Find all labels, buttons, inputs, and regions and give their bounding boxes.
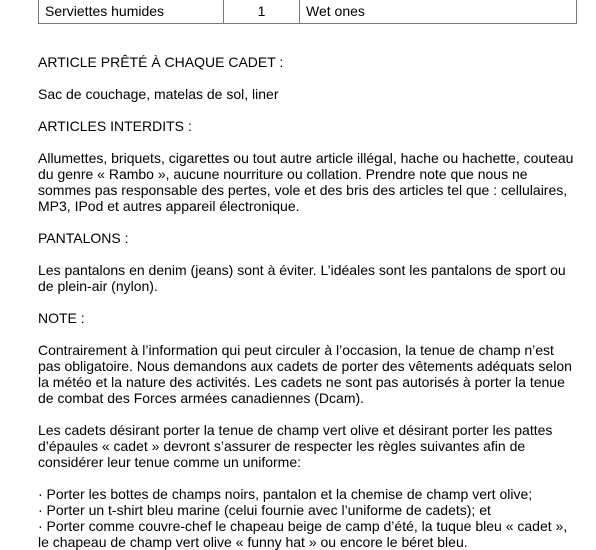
table-row <box>39 0 577 24</box>
uniform-rule: · Porter un t-shirt bleu marine (celui fournie avec l’uniforme de cadets); et <box>38 502 491 518</box>
note-paragraph-2: Les cadets désirant porter la tenue de champ vert olive et désirant porter les pattes d’épaules « cadet » devront s’assurer de respecter les règles suivantes afin de considérer leur tenue comme un uniforme: <box>38 422 553 470</box>
forbidden-items-heading: ARTICLES INTERDITS : <box>38 118 192 134</box>
uniform-rule: · Porter comme couvre-chef le chapeau beige de camp d’été, la tuque bleu « cadet », le chapeau de champ vert olive « funny hat » ou encore le béret bleu. <box>38 518 568 550</box>
lent-items-heading: ARTICLE PRÊTÉ À CHAQUE CADET : <box>38 54 284 70</box>
note-paragraph-1: Contrairement à l’information qui peut circuler à l’occasion, la tenue de champ n’est pas obligatoire. Nous demandons aux cadets de porter des vêtements adéquats selon la météo et la nature des activités. Les cadets ne sont pas autorisés à porter la tenue de combat des Forces armées canadiennes (Dcam). <box>38 342 572 406</box>
forbidden-items-text: Allumettes, briquets, cigarettes ou tout autre article illégal, hache ou hachette, couteau du genre « Rambo », aucune nourriture ou collation. Prendre note que nous ne sommes pas responsable des pertes, vole et des bris des articles tel que : cellulaires, MP3, IPod et autres appareil électronique. <box>38 150 574 214</box>
lent-items-text: Sac de couchage, matelas de sol, liner <box>38 86 279 102</box>
quantity-cell: 1 <box>224 0 300 24</box>
note-cell: Wet ones <box>300 0 577 24</box>
document-body <box>38 54 580 550</box>
uniform-rule: · Porter les bottes de champs noirs, pantalon et la chemise de champ vert olive; <box>38 486 533 502</box>
pants-text: Les pantalons en denim (jeans) sont à éviter. L’idéales sont les pantalons de sport ou de plein-air (nylon). <box>38 262 566 294</box>
pants-heading: PANTALONS : <box>38 230 129 246</box>
equipment-table <box>38 0 577 24</box>
item-cell: Serviettes humides <box>39 0 224 24</box>
note-heading: NOTE : <box>38 310 85 326</box>
